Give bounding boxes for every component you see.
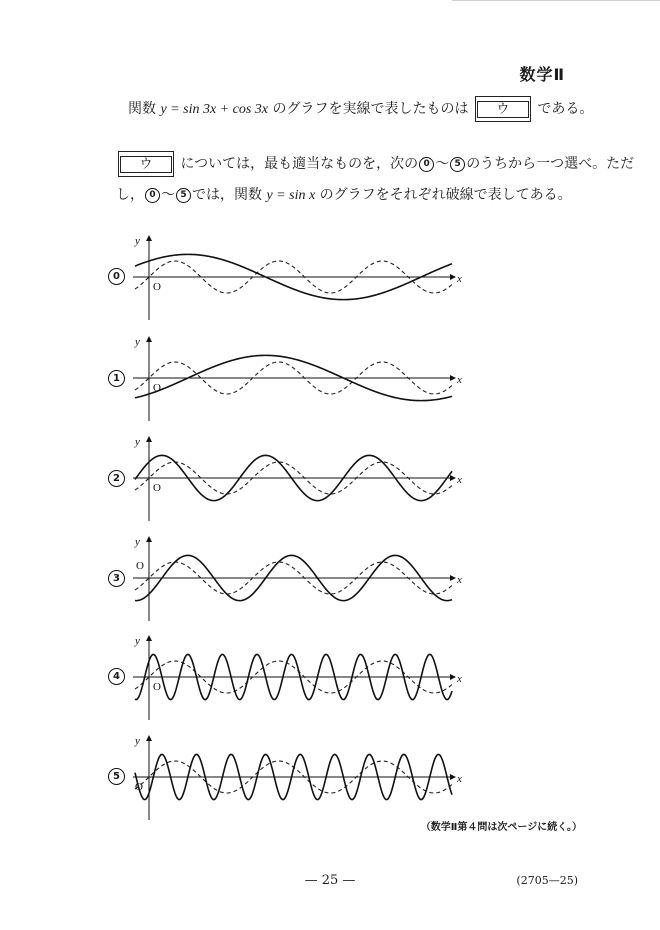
choice-label-1[interactable]: 1: [108, 370, 125, 387]
choice-graph-2: [130, 433, 470, 523]
y-axis-label: y: [135, 436, 140, 448]
answer-label: ウ: [120, 156, 172, 173]
origin-label: O: [153, 382, 161, 394]
question-text: 関数: [128, 101, 156, 117]
x-axis-label: x: [457, 374, 462, 386]
choice-number-icon: 0: [419, 157, 434, 172]
choice-label-3[interactable]: 3: [108, 570, 125, 587]
origin-label: O: [153, 281, 161, 293]
continue-note: （数学Ⅱ第４問は次ページに続く。）: [420, 822, 582, 833]
choice-label-0[interactable]: 0: [108, 268, 125, 285]
answer-box[interactable]: [475, 96, 531, 122]
function-formula: y = sin 3x + cos 3x: [160, 102, 268, 117]
origin-label: O: [153, 681, 161, 693]
answer-label: ウ: [477, 101, 529, 118]
y-axis-label: y: [135, 336, 140, 348]
x-axis-label: x: [457, 574, 462, 586]
question-line-2: [116, 151, 634, 177]
choice-label-5[interactable]: 5: [108, 768, 125, 785]
x-axis-label: x: [457, 673, 462, 685]
question-text: のグラフを実線で表したものは: [272, 101, 469, 117]
y-axis-label: y: [135, 735, 140, 747]
question-line-1: [128, 96, 593, 122]
question-text: については，最も適当なものを，次の: [180, 156, 419, 172]
answer-box-reference[interactable]: [118, 151, 174, 177]
subject-header: 数学Ⅱ: [519, 65, 565, 84]
tilde: 〜: [435, 156, 450, 172]
question-line-3: [116, 184, 572, 207]
question-text: のうちから一つ選べ。ただ: [466, 156, 635, 172]
choice-label-4[interactable]: 4: [108, 668, 125, 685]
choice-number-icon: 5: [450, 157, 465, 172]
choice-graph-3: [130, 533, 470, 623]
question-text: では，関数: [192, 187, 262, 203]
tilde: 〜: [161, 187, 175, 203]
choice-number-icon: 5: [176, 188, 191, 203]
x-axis-label: x: [457, 773, 462, 785]
page-number: — 25 —: [304, 873, 356, 888]
choice-number-icon: 0: [145, 188, 160, 203]
y-axis-label: y: [135, 536, 140, 548]
question-text: のグラフをそれぞれ破線で表してある。: [319, 187, 572, 203]
y-axis-label: y: [135, 635, 140, 647]
choice-graph-0: [130, 232, 470, 322]
y-axis-label: y: [135, 235, 140, 247]
choice-graph-1: [130, 333, 470, 423]
origin-label: O: [136, 560, 144, 572]
top-rule: [452, 0, 660, 1]
choice-label-2[interactable]: 2: [108, 470, 125, 487]
exam-code: (2705—25): [516, 874, 578, 887]
origin-label: O: [135, 781, 143, 793]
x-axis-label: x: [457, 474, 462, 486]
reference-formula: y = sin x: [266, 188, 316, 203]
question-text: である。: [537, 101, 594, 117]
choice-graph-5: [130, 732, 470, 822]
question-text: し，: [116, 187, 144, 203]
origin-label: O: [153, 482, 161, 494]
choice-graph-4: [130, 632, 470, 722]
x-axis-label: x: [457, 273, 462, 285]
